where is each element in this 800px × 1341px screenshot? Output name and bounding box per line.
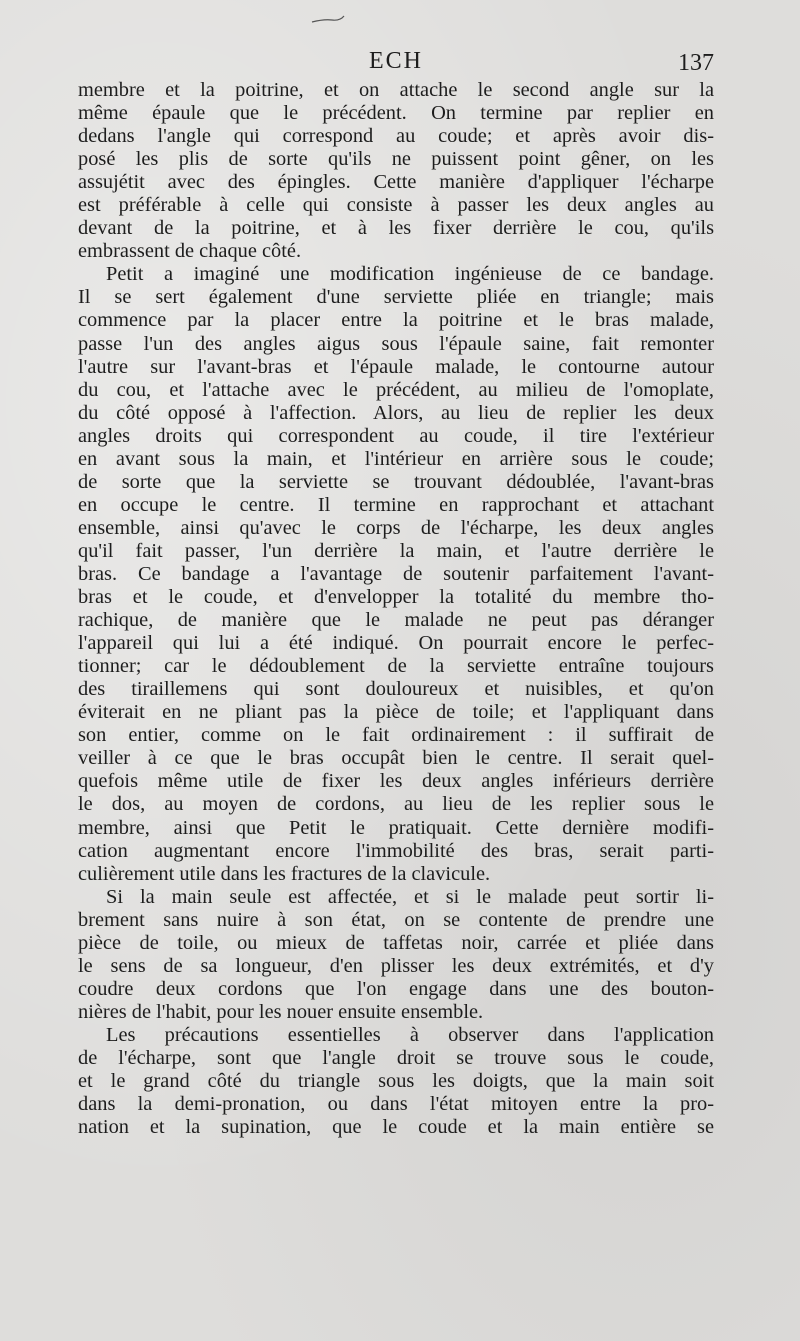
text-line: assujétit avec des épingles. Cette manière d'appliquer l'écharpe (78, 171, 714, 194)
text-line: Les précautions essentielles à observer dans l'application (106, 1023, 714, 1046)
text-line: bras. Ce bandage a l'avantage de soutenir parfaitement l'avant- (78, 562, 714, 585)
text-line: posé les plis de sorte qu'ils ne puissent point gêner, on les (78, 148, 714, 171)
text-line: cation augmentant encore l'immobilité des bras, serait parti- (78, 839, 714, 862)
text-line: en avant sous la main, et l'intérieur en arrière sous le coude; (78, 447, 714, 470)
text-line: qu'il fait passer, l'un derrière la main, et l'autre derrière le (78, 539, 714, 562)
text-line: rachique, de manière que le malade ne peut pas déranger (78, 609, 714, 632)
text-line: le sens de sa longueur, d'en plisser les deux extrémités, et d'y (78, 954, 714, 977)
page-number: 137 (678, 50, 714, 76)
text-line: des tiraillemens qui sont douloureux et nuisibles, et qu'on (78, 678, 714, 701)
text-line: Petit a imaginé une modification ingénieuse de ce bandage. (106, 263, 714, 286)
text-line: culièrement utile dans les fractures de la clavicule. (78, 862, 491, 885)
text-line: et le grand côté du triangle sous les doigts, que la main soit (78, 1070, 714, 1093)
text-line: est préférable à celle qui consiste à passer les deux angles au (78, 194, 714, 217)
text-line: quefois même utile de fixer les deux angles inférieurs derrière (78, 770, 714, 793)
text-line: du côté opposé à l'affection. Alors, au lieu de replier les deux (78, 401, 714, 424)
running-head: ECH (369, 48, 423, 74)
text-line: Si la main seule est affectée, et si le malade peut sortir li- (106, 885, 714, 908)
text-line: veiller à ce que le bras occupât bien le centre. Il serait quel- (78, 747, 714, 770)
text-line: brement sans nuire à son état, on se contente de prendre une (78, 908, 714, 931)
text-line: commence par la placer entre la poitrine et le bras malade, (78, 309, 714, 332)
text-line: l'appareil qui lui a été indiqué. On pourrait encore le perfec- (78, 632, 714, 655)
text-line: embrassent de chaque côté. (78, 240, 302, 263)
text-line: passe l'un des angles aigus sous l'épaule saine, fait remonter (78, 332, 714, 355)
text-line: éviterait en ne pliant pas la pièce de toile; et l'appliquant dans (78, 701, 714, 724)
text-line: angles droits qui correspondent au coude, il tire l'extérieur (78, 424, 714, 447)
text-line: l'autre sur l'avant-bras et l'épaule malade, le contourne autour (78, 355, 714, 378)
text-line: membre et la poitrine, et on attache le second angle sur la (78, 79, 714, 101)
text-line: de l'écharpe, sont que l'angle droit se trouve sous le coude, (78, 1046, 714, 1069)
text-line: en occupe le centre. Il termine en rapprochant et attachant (78, 493, 714, 516)
text-line: Il se sert également d'une serviette pliée en triangle; mais (78, 286, 714, 309)
text-line: tionner; car le dédoublement de la serviette entraîne toujours (78, 655, 714, 678)
text-line: dans la demi-pronation, ou dans l'état mitoyen entre la pro- (78, 1093, 714, 1116)
text-line: dedans l'angle qui correspond au coude; et après avoir dis- (78, 125, 714, 148)
text-line: membre, ainsi que Petit le pratiquait. Cette dernière modifi- (78, 816, 714, 839)
text-line: ensemble, ainsi qu'avec le corps de l'écharpe, les deux angles (78, 516, 714, 539)
text-line: coudre deux cordons que l'on engage dans une des bouton- (78, 977, 714, 1000)
text-line: son entier, comme on le fait ordinairement : il suffirait de (78, 724, 714, 747)
ink-mark (310, 14, 346, 24)
text-line: nation et la supination, que le coude et la main entière se (78, 1116, 714, 1139)
text-line: de sorte que la serviette se trouvant dédoublée, l'avant-bras (78, 470, 714, 493)
text-line: même épaule que le précédent. On termine par replier en (78, 102, 714, 125)
text-line: pièce de toile, ou mieux de taffetas noir, carrée et pliée dans (78, 931, 714, 954)
body-text (78, 79, 714, 1139)
text-line: devant de la poitrine, et à les fixer derrière le cou, qu'ils (78, 217, 714, 240)
text-line: nières de l'habit, pour les nouer ensuite ensemble. (78, 1000, 484, 1023)
text-line: du cou, et l'attache avec le précédent, au milieu de l'omoplate, (78, 378, 714, 401)
page-header (78, 48, 714, 80)
text-line: bras et le coude, et d'envelopper la totalité du membre tho- (78, 586, 714, 609)
text-line: le dos, au moyen de cordons, au lieu de les replier sous le (78, 793, 714, 816)
